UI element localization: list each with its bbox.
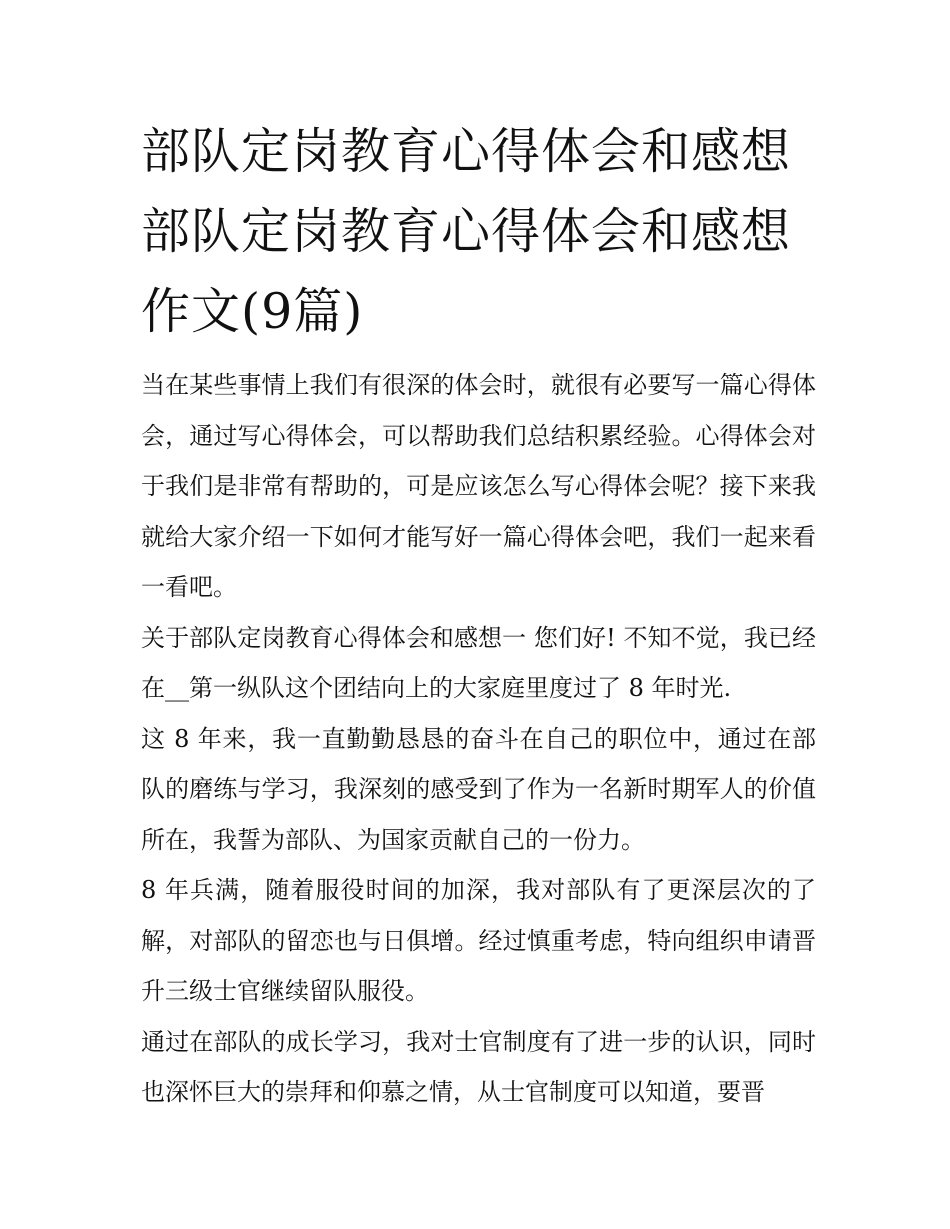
paragraph-greeting: 关于部队定岗教育心得体会和感想一 您们好! 不知不觉，我已经在__第一纵队这个团结向上的大家庭里度过了 8 年时光.: [141, 623, 816, 702]
paragraph-intro: 当在某些事情上我们有很深的体会时，就很有必要写一篇心得体会，通过写心得体会，可以帮助我们总结积累经验。心得体会对于我们是非常有帮助的，可是应该怎么写心得体会呢？接下来我就给大家介绍一下如何才能写好一篇心得体会吧，我们一起来看一看吧。: [141, 371, 816, 601]
paragraph-eight-years: 这 8 年来，我一直勤勤恳恳的奋斗在自己的职位中，通过在部队的磨练与学习，我深刻的感受到了作为一名新时期军人的价值所在，我誓为部队、为国家贡献自己的一份力。: [141, 724, 816, 854]
paragraph-sergeant-system: 通过在部队的成长学习，我对士官制度有了进一步的认识，同时也深怀巨大的崇拜和仰慕之情，从士官制度可以知道，要晋: [141, 1027, 816, 1106]
document-title: 部队定岗教育心得体会和感想部队定岗教育心得体会和感想作文(9篇): [141, 123, 792, 340]
paragraph-application: 8 年兵满，随着服役时间的加深，我对部队有了更深层次的了解，对部队的留恋也与日俱增。经过慎重考虑，特向组织申请晋升三级士官继续留队服役。: [141, 876, 816, 1005]
document-body: [141, 112, 816, 1118]
